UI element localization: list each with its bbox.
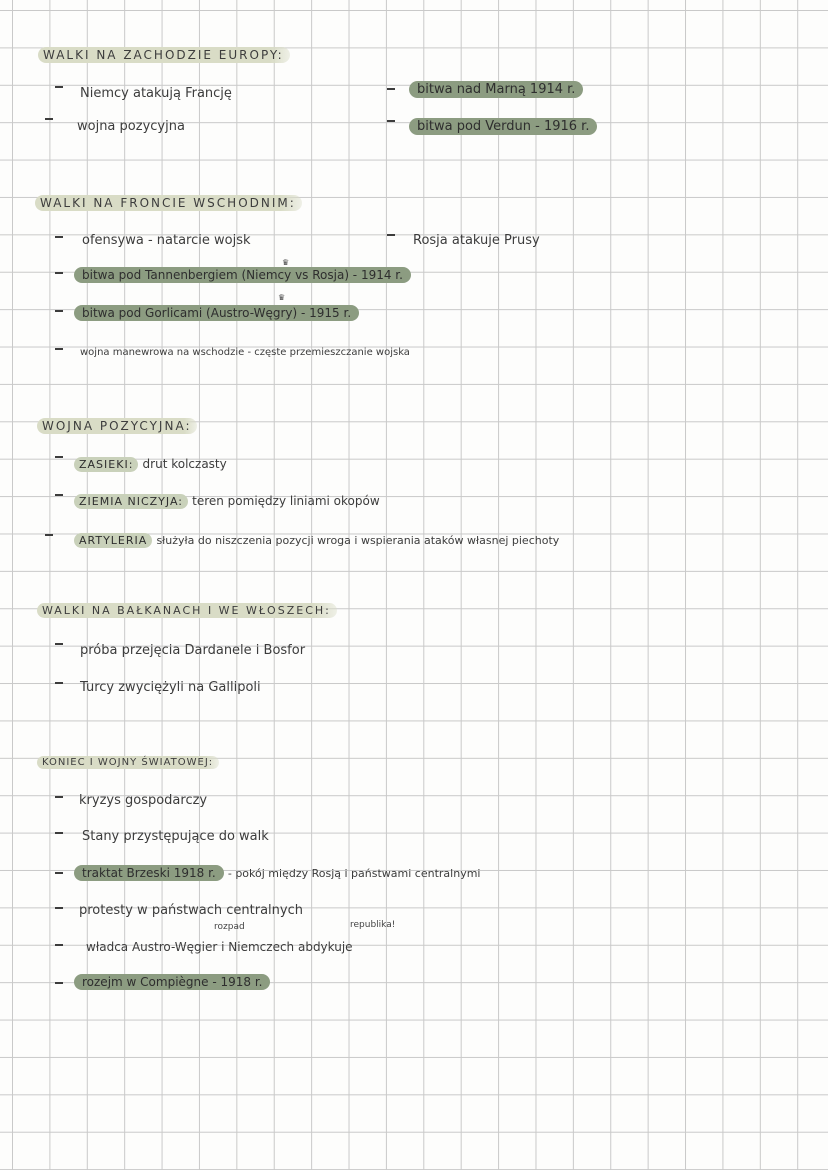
balkans-item-1: próba przejęcia Dardanele i Bosfor [80,643,306,658]
term-artyleria: ARTYLERIA [74,533,152,548]
bullet-dash [55,796,63,798]
east-russia: Rosja atakuje Prusy [413,233,540,248]
end-abdication: władca Austro-Węgier i Niemczech abdykuje [86,940,353,954]
republic-note: republika! [350,920,396,930]
bullet-dash [55,982,63,984]
section-title-east: WALKI NA FRONCIE WSCHODNIM: [35,195,302,211]
bullet-dash [387,88,395,90]
section-title-positional: WOJNA POZYCYJNA: [37,418,197,434]
east-gorlice [74,306,359,321]
bullet-dash [55,348,63,350]
desc-zasieki: drut kolczasty [142,457,227,471]
section-title-west: WALKI NA ZACHODZIE EUROPY: [38,47,290,63]
bullet-dash [55,682,63,684]
end-armistice [74,975,270,990]
bullet-dash [55,494,63,496]
end-usa: Stany przystępujące do walk [82,829,269,844]
west-marne [409,82,583,97]
bullet-dash [45,118,53,120]
desc-artyleria: służyła do niszczenia pozycji wroga i wspierania ataków własnej piechoty [156,534,560,547]
brest-treaty: traktat Brzeski 1918 r. [74,865,224,881]
bullet-dash [387,234,395,236]
end-protests: protesty w państwach centralnych [79,903,303,918]
balkans-item-2: Turcy zwyciężyli na Gallipoli [80,680,261,695]
crown-icon: ♛ [282,258,290,267]
bullet-dash [55,236,63,238]
positional-item-2 [74,494,380,509]
term-ziemia-niczyja: ZIEMIA NICZYJA: [74,494,188,509]
end-crisis: kryzys gospodarczy [79,793,208,808]
gorlice-battle: bitwa pod Gorlicami (Austro-Węgry) - 1915 r. [74,305,359,321]
collapse-note: rozpad [214,922,245,932]
west-verdun [409,119,597,134]
east-maneuver: wojna manewrowa na wschodzie - częste przemieszczanie wojska [80,347,410,358]
brest-treaty-desc: - pokój między Rosją i państwami centralnymi [227,867,481,880]
tannenberg-battle: bitwa pod Tannenbergiem (Niemcy vs Rosja) - 1914 r. [74,267,411,283]
bullet-dash [55,832,63,834]
section-title-balkans: WALKI NA BAŁKANACH I WE WŁOSZECH: [37,603,337,618]
section-title-end: KONIEC I WOJNY ŚWIATOWEJ: [37,756,219,769]
west-item-2: wojna pozycyjna [77,119,185,134]
bullet-dash [55,310,63,312]
bullet-dash [45,534,53,536]
positional-item-1 [74,457,227,472]
bullet-dash [55,272,63,274]
east-offensive: ofensywa - natarcie wojsk [82,233,251,248]
marne-battle: bitwa nad Marną 1914 r. [409,81,583,98]
bullet-dash [55,86,63,88]
bullet-dash [55,944,63,946]
crown-icon: ♛ [278,293,286,302]
bullet-dash [55,872,63,874]
end-treaty [74,866,480,881]
east-tannenberg [74,268,411,283]
bullet-dash [55,456,63,458]
verdun-battle: bitwa pod Verdun - 1916 r. [409,118,597,135]
west-item-1: Niemcy atakują Francję [80,86,232,101]
desc-ziemia-niczyja: teren pomiędzy liniami okopów [192,494,380,508]
term-zasieki: ZASIEKI: [74,457,138,472]
bullet-dash [387,120,395,122]
bullet-dash [55,907,63,909]
positional-item-3 [74,533,559,548]
bullet-dash [55,643,63,645]
compiegne-armistice: rozejm w Compiègne - 1918 r. [74,974,270,990]
